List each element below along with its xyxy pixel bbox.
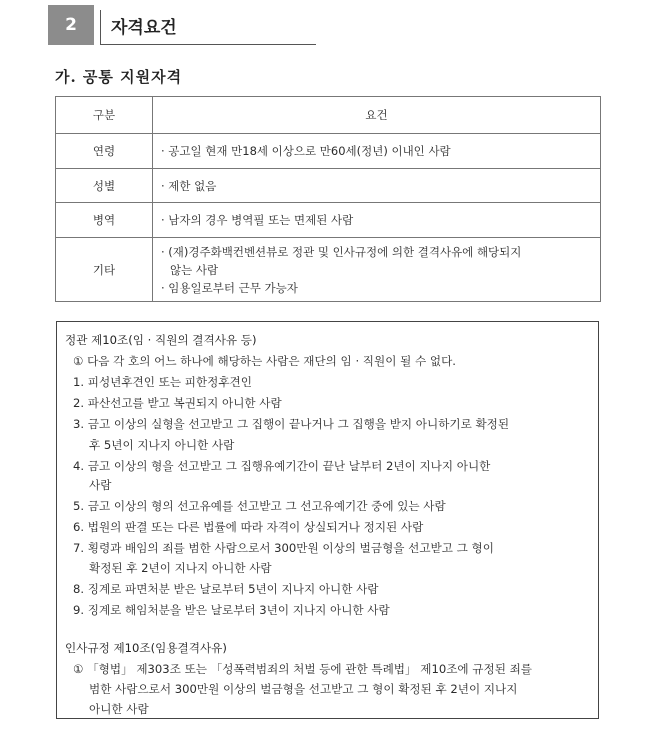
row-text: · 공고일 현재 만18세 이상으로 만60세(정년) 이내인 사람 (161, 144, 451, 158)
clause-line: 8. 징계로 파면처분 받은 날로부터 5년이 지나지 아니한 사람 (73, 582, 379, 596)
table-row (56, 203, 601, 238)
clause-line: 5. 금고 이상의 형의 선고유예를 선고받고 그 선고유예기간 중에 있는 사람 (73, 499, 446, 513)
row-text: · 제한 없음 (161, 178, 217, 193)
clause-line: ① 「형법」 제303조 또는 「성폭력범죄의 처벌 등에 관한 특례법」 제10조에 규정된 죄를 (73, 662, 532, 676)
requirements-table (55, 96, 601, 302)
section-divider (100, 10, 101, 45)
regulation-heading: 인사규정 제10조(임용결격사유) (65, 641, 227, 655)
clause-line: 확정된 후 2년이 지나지 아니한 사람 (89, 561, 272, 575)
section-header (48, 5, 268, 45)
section-underline (100, 44, 316, 45)
disqualification-box (56, 321, 599, 719)
row-label: 병역 (56, 203, 153, 238)
articles-heading: 정관 제10조(임 · 직원의 결격사유 등) (65, 333, 257, 347)
table-row (56, 134, 601, 169)
clause-line: 2. 파산선고를 받고 복권되지 아니한 사람 (73, 396, 282, 410)
row-content (153, 134, 601, 169)
table-row (56, 238, 601, 302)
table-row (56, 169, 601, 203)
subsection-title: 가. 공통 지원자격 (55, 68, 183, 86)
clause-line: 1. 피성년후견인 또는 피한정후견인 (73, 375, 252, 389)
row-content (153, 169, 601, 203)
table-header-row (56, 97, 601, 134)
row-label: 연령 (56, 134, 153, 169)
clause-line: 사람 (89, 478, 112, 492)
clause-line: 범한 사람으로서 300만원 이상의 벌금형을 선고받고 그 형이 확정된 후 2년이 지나지 (89, 682, 518, 696)
section-number-badge: 2 (48, 5, 94, 45)
row-text: · 임용일로부터 근무 가능자 (161, 280, 298, 295)
row-text: · (재)경주화백컨벤션뷰로 정관 및 인사규정에 의한 결격사유에 해당되지 (161, 244, 522, 259)
header-category: 구분 (56, 97, 153, 134)
clause-line: 아니한 사람 (89, 702, 149, 716)
row-label: 성별 (56, 169, 153, 203)
clause-line: 7. 횡령과 배임의 죄를 범한 사람으로서 300만원 이상의 벌금형을 선고받고 그 형이 (73, 541, 494, 555)
header-requirement: 요건 (153, 97, 601, 134)
clause-line: 후 5년이 지나지 아니한 사람 (89, 438, 235, 452)
clause-line: 3. 금고 이상의 실형을 선고받고 그 집행이 끝나거나 그 집행을 받지 아니하기로 확정된 (73, 417, 510, 431)
clause-line: 6. 법원의 판결 또는 다른 법률에 따라 자격이 상실되거나 정지된 사람 (73, 520, 424, 534)
section-title: 자격요건 (111, 18, 177, 38)
row-text: · 남자의 경우 병역필 또는 면제된 사람 (161, 213, 354, 227)
row-content (153, 238, 601, 302)
row-label: 기타 (56, 238, 153, 302)
row-content (153, 203, 601, 238)
clause-line: ① 다음 각 호의 어느 하나에 해당하는 사람은 재단의 임 · 직원이 될 수 없다. (73, 354, 456, 368)
clause-line: 9. 징계로 해임처분을 받은 날로부터 3년이 지나지 아니한 사람 (73, 603, 390, 617)
clause-line: 4. 금고 이상의 형을 선고받고 그 집행유예기간이 끝난 날부터 2년이 지나지 아니한 (73, 459, 491, 473)
row-text: 않는 사람 (170, 262, 219, 277)
